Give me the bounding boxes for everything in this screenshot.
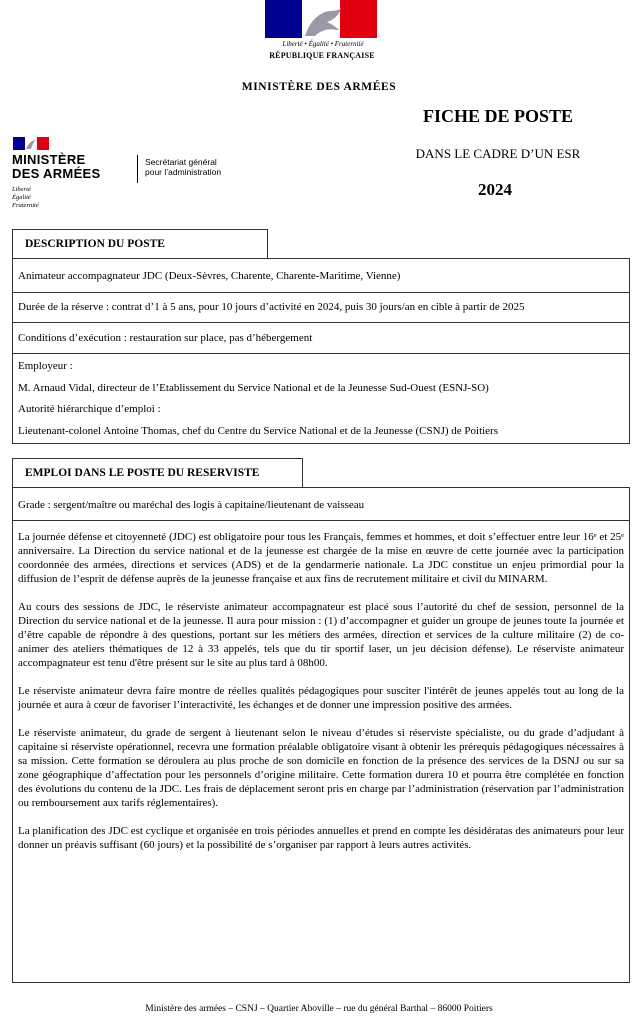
paragraph-3: Le réserviste animateur devra faire montre de réelles qualités pédagogiques pour susciter l'intérêt de jeunes appelés tout au long de la journée et aura à cœur de favoriser l’interactivité, les échanges et de donner une impression positive des armées.	[18, 685, 624, 711]
logo-motto-liberte: Liberté	[12, 186, 31, 193]
logo-motto	[12, 186, 39, 210]
sg-line2: pour l’administration	[145, 167, 222, 177]
secretariat-general	[145, 157, 221, 177]
section-emploi-heading: EMPLOI DANS LE POSTE DU RESERVISTE	[12, 458, 303, 487]
logo-line2: DES ARMÉES	[12, 166, 101, 181]
conditions-row: Conditions d’exécution : restauration sur place, pas d’hébergement	[13, 323, 629, 354]
marianne-logo	[265, 0, 377, 42]
logo-separator	[137, 155, 138, 183]
logo-motto-egalite: Égalité	[12, 194, 31, 201]
ministry-flag-icon	[13, 137, 49, 150]
ministry-logo-title	[12, 153, 100, 181]
logo-motto-fraternite: Fraternité	[12, 202, 39, 209]
republique-francaise: RÉPUBLIQUE FRANÇAISE	[269, 51, 375, 60]
document-title: FICHE DE POSTE	[422, 106, 574, 126]
employeur-row	[13, 354, 629, 443]
emploi-body	[13, 521, 629, 852]
ministry-heading: MINISTÈRE DES ARMÉES	[241, 81, 397, 93]
paragraph-4: Le réserviste animateur, du grade de sergent à lieutenant selon le niveau d’études si réserviste spécialiste, ou du grade d’adjudant à capitaine si réserviste opérationnel, recevra une formation préalable obligatoire visant à obtenir les prérequis pédagogiques nécessaires à sa mission. Cette formation se déroulera au plus proche de son domicile en fonction de la présence des services de la DSNJ ou sur sa zone géographique d’affectation pour les personnels d’origine militaire. Cette formation durera 10 et pourra être complétée en fonction des évolutions du contenu de la JDC. Les frais de déplacement seront pris en charge par l’administration (réservation par l’administration ou remboursement aux tarifs réglementaires).	[18, 727, 624, 809]
employeur-label: Employeur :	[18, 360, 73, 372]
sg-line1: Secrétariat général	[145, 157, 217, 167]
employeur-value: M. Arnaud Vidal, directeur de l’Etablissement du Service National et de la Jeunesse Sud-Ouest (ESNJ-SO)	[18, 381, 489, 394]
paragraph-2: Au cours des sessions de JDC, le réserviste animateur accompagnateur est placé sous l’autorité du chef de session, personnel de la Direction du service national et de la jeunesse. Il aura pour mission : (1) d’accompagner et guider un groupe de jeunes toute la journée et d’être capable de répondre à des questions, portant sur les métiers des armées, direction et services de la culture militaire (2) de co-animer des ateliers thématiques de 12 à 33 appelés, tels que du tir sportif laser, un jeu décision défense). Le réserviste animateur accompagnateur est tenu d'être présent sur le site au plus tard à 08h00.	[18, 601, 624, 669]
autorite-value: Lieutenant-colonel Antoine Thomas, chef du Centre du Service National et de la Jeunesse (CSNJ) de Poitiers	[18, 424, 499, 437]
paragraph-1: La journée défense et citoyenneté (JDC) est obligatoire pour tous les Français, femmes et hommes, et doit s’effectuer entre leur 16ᵉ et 25ᵉ anniversaire. La Direction du service national et de la jeunesse est chargée de la mise en œuvre de cette journée avec la participation coordonnée des armées, directions et services (ADS) et de la gendarmerie nationale. La JDC constitue un enjeu primordial pour la diffusion de l’esprit de défense auprès de la jeunesse française et aux fins de recrutement militaire et civil du MINARM.	[18, 531, 624, 585]
emploi-box	[12, 487, 630, 983]
footer-address: Ministère des armées – CSNJ – Quartier Aboville – rue du général Barthal – 86000 Poitiers	[145, 1004, 493, 1014]
document-year: 2024	[478, 180, 512, 199]
poste-row: Animateur accompagnateur JDC (Deux-Sèvres, Charente, Charente-Maritime, Vienne)	[13, 259, 629, 293]
logo-line1: MINISTÈRE	[12, 152, 86, 167]
paragraph-5: La planification des JDC est cyclique et organisée en trois périodes annuelles et prend en compte les désidératas des animateurs pour leur donner un préavis suffisant (60 jours) et la possibilité de s’organiser par rapport à leurs autres activités.	[18, 825, 624, 851]
document-subtitle: DANS LE CADRE D’UN ESR	[415, 146, 581, 161]
grade-row: Grade : sergent/maître ou maréchal des logis à capitaine/lieutenant de vaisseau	[13, 488, 629, 521]
autorite-label: Autorité hiérarchique d’emploi :	[18, 403, 161, 415]
duree-row: Durée de la réserve : contrat d’1 à 5 ans, pour 10 jours d’activité en 2024, puis 30 jours/an en cible à partir de 2025	[13, 293, 629, 323]
section-description-heading: DESCRIPTION DU POSTE	[12, 229, 268, 258]
republic-motto: Liberté • Égalité • Fraternité	[282, 40, 364, 48]
description-box	[12, 258, 630, 444]
